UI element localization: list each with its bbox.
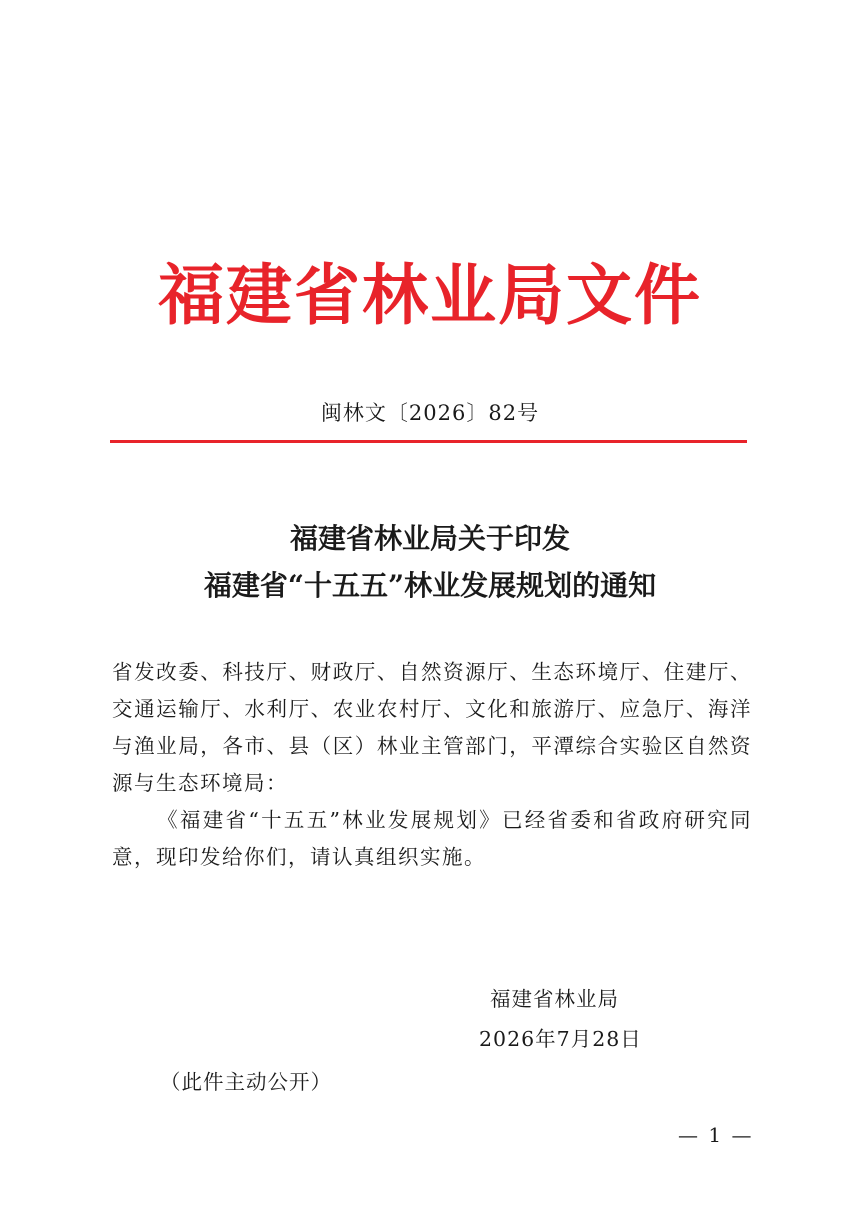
- signing-organization: 福建省林业局: [490, 987, 619, 1011]
- body-paragraph: 《福建省“十五五”林业发展规划》已经省委和省政府研究同意，现印发给你们，请认真组织实施。: [112, 808, 752, 869]
- document-body: [112, 654, 752, 876]
- document-title: [0, 515, 860, 609]
- document-number: 闽林文〔2026〕82号: [320, 401, 540, 425]
- red-divider-line: [110, 440, 747, 443]
- title-line-2: 福建省“十五五”林业发展规划的通知: [203, 569, 657, 602]
- document-masthead: 福建省林业局文件: [158, 256, 702, 334]
- signing-date: 2026年7月28日: [479, 1027, 642, 1051]
- title-line-1: 福建省林业局关于印发: [289, 522, 570, 555]
- disclosure-note: （此件主动公开）: [160, 1070, 332, 1094]
- page-number: — 1 —: [678, 1123, 754, 1147]
- recipients-paragraph: 省发改委、科技厅、财政厅、自然资源厅、生态环境厅、住建厅、交通运输厅、水利厅、农业农村厅、文化和旅游厅、应急厅、海洋与渔业局，各市、县（区）林业主管部门，平潭综合实验区自然资源与生态环境局：: [112, 660, 752, 795]
